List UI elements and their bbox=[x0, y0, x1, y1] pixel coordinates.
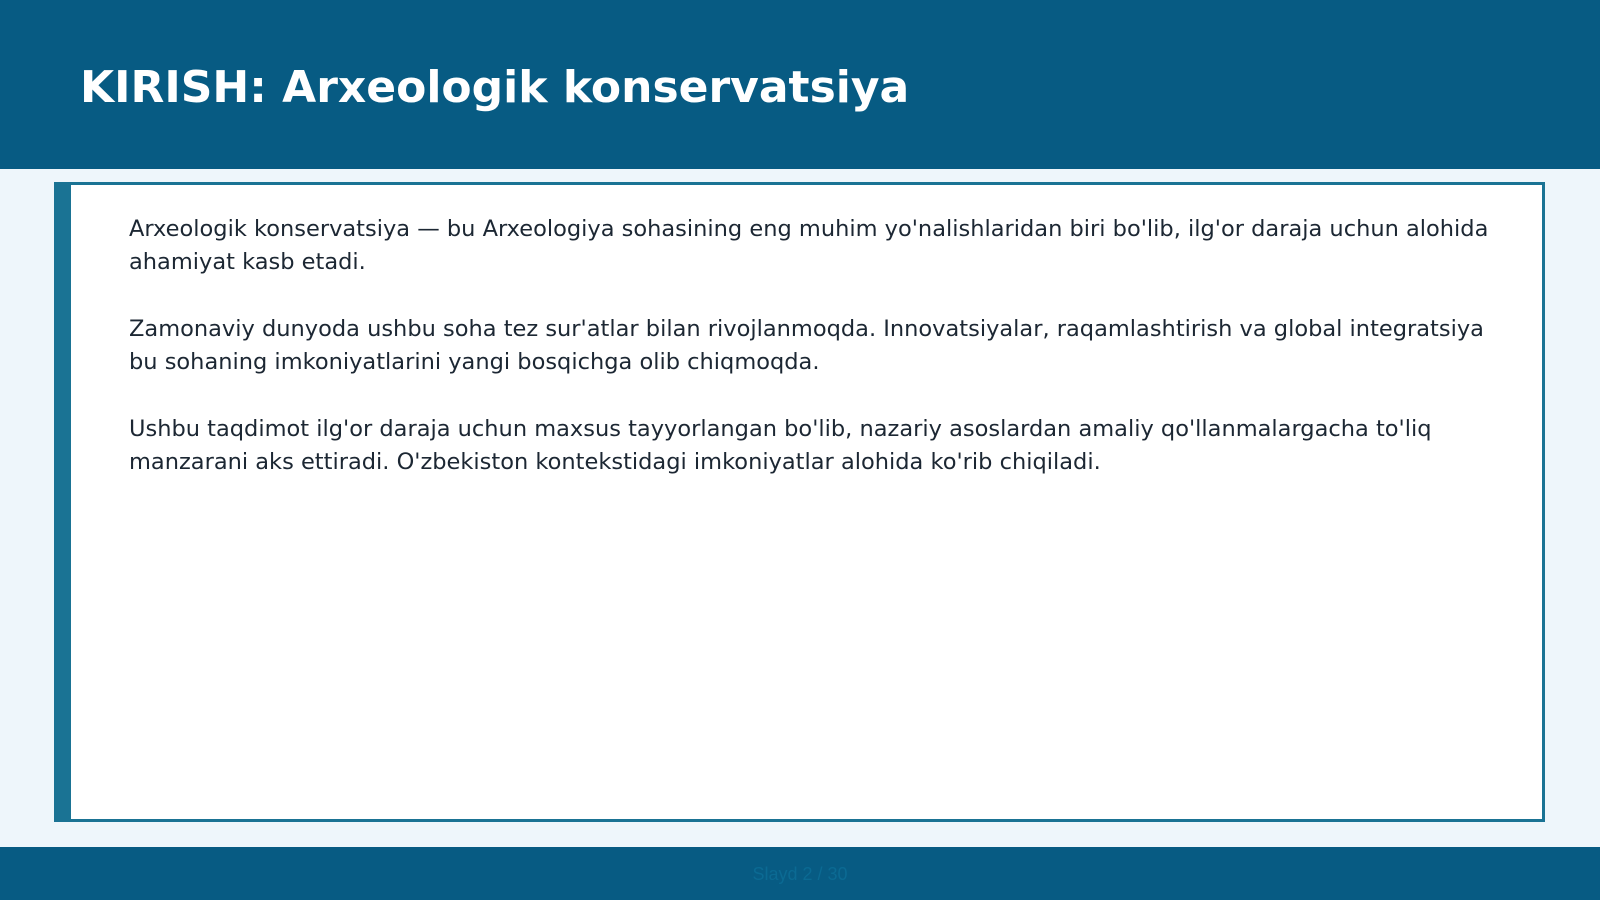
paragraph-intro: Arxeologik konservatsiya — bu Arxeologiya sohasining eng muhim yo'nalishlaridan biri bo'lib, ilg'or daraja uchun alohida ahamiyat kasb etadi. bbox=[129, 216, 1489, 275]
content-text bbox=[129, 213, 1514, 513]
paragraph-presentation-scope: Ushbu taqdimot ilg'or daraja uchun maxsus tayyorlangan bo'lib, nazariy asoslardan amaliy qo'llanmalargacha to'liq manzarani aks ettiradi. O'zbekiston kontekstidagi imkoniyatlar alohida ko'rib chiqiladi. bbox=[129, 416, 1432, 475]
slide-number: Slayd 2 / 30 bbox=[752, 864, 848, 884]
slide-title: KIRISH: Arxeologik konservatsiya bbox=[80, 62, 910, 113]
slide-footer bbox=[0, 847, 1600, 900]
content-card bbox=[54, 182, 1545, 822]
slide-header bbox=[0, 0, 1600, 169]
paragraph-modern-world: Zamonaviy dunyoda ushbu soha tez sur'atlar bilan rivojlanmoqda. Innovatsiyalar, raqamlashtirish va global integratsiya bu sohaning imkoniyatlarini yangi bosqichga olib chiqmoqda. bbox=[129, 316, 1484, 375]
